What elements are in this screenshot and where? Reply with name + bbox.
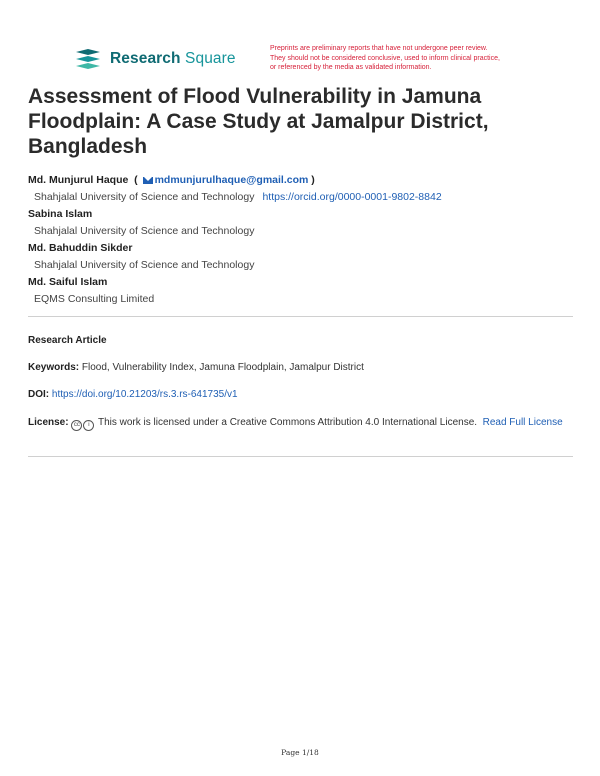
author-affiliation: Shahjalal University of Science and Technology: [34, 259, 255, 271]
author-affiliation: EQMS Consulting Limited: [34, 293, 155, 305]
envelope-icon: [143, 177, 153, 184]
disclaimer-line: They should not be considered conclusive, used to inform clinical practice,: [270, 54, 500, 62]
divider: [28, 456, 573, 457]
keywords-value: Flood, Vulnerability Index, Jamuna Floodplain, Jamalpur District: [81, 362, 364, 373]
header: [74, 46, 544, 80]
keywords: Keywords: Flood, Vulnerability Index, Jamuna Floodplain, Jamalpur District: [28, 362, 364, 373]
author-affiliation: Shahjalal University of Science and Technology: [34, 225, 255, 237]
divider: [28, 316, 573, 317]
doi-link[interactable]: https://doi.org/10.21203/rs.3.rs-641735/v1: [51, 389, 238, 400]
author-name: Md. Saiful Islam: [28, 276, 108, 288]
cc-icon: cc: [71, 420, 82, 431]
license-text: This work is licensed under a Creative Commons Attribution 4.0 International License.: [97, 417, 478, 428]
paper-title: Assessment of Flood Vulnerability in Jamuna Floodplain: A Case Study at Jamalpur District, Bangladesh: [28, 85, 489, 158]
author-name: Sabina Islam: [28, 208, 93, 220]
author-name: Md. Munjurul Haque ( mdmunjurulhaque@gmail.com ): [28, 174, 315, 186]
page-number: Page 1/18: [281, 748, 319, 757]
doi: DOI: https://doi.org/10.21203/rs.3.rs-641735/v1: [28, 389, 238, 400]
disclaimer-line: Preprints are preliminary reports that have not undergone peer review.: [270, 45, 488, 52]
research-square-logo[interactable]: [74, 48, 236, 70]
logo-text: Research Square: [110, 50, 236, 67]
article-type: Research Article: [28, 335, 107, 346]
author-name: Md. Bahuddin Sikder: [28, 242, 133, 254]
research-square-logo-icon: [74, 48, 102, 70]
orcid-link[interactable]: https://orcid.org/0000-0001-9802-8842: [262, 191, 442, 203]
by-icon: i: [83, 420, 94, 431]
license: License: cc i This work is licensed under a Creative Commons Attribution 4.0 International License. Read Full License: [28, 415, 573, 431]
author-affiliation: Shahjalal University of Science and Technology https://orcid.org/0000-0001-9802-8842: [34, 191, 442, 203]
author-list: [28, 172, 573, 308]
disclaimer-line: or referenced by the media as validated information.: [270, 64, 432, 71]
preprint-disclaimer: [270, 44, 560, 73]
author-email-link[interactable]: mdmunjurulhaque@gmail.com: [141, 174, 309, 186]
read-full-license-link[interactable]: Read Full License: [482, 417, 563, 428]
